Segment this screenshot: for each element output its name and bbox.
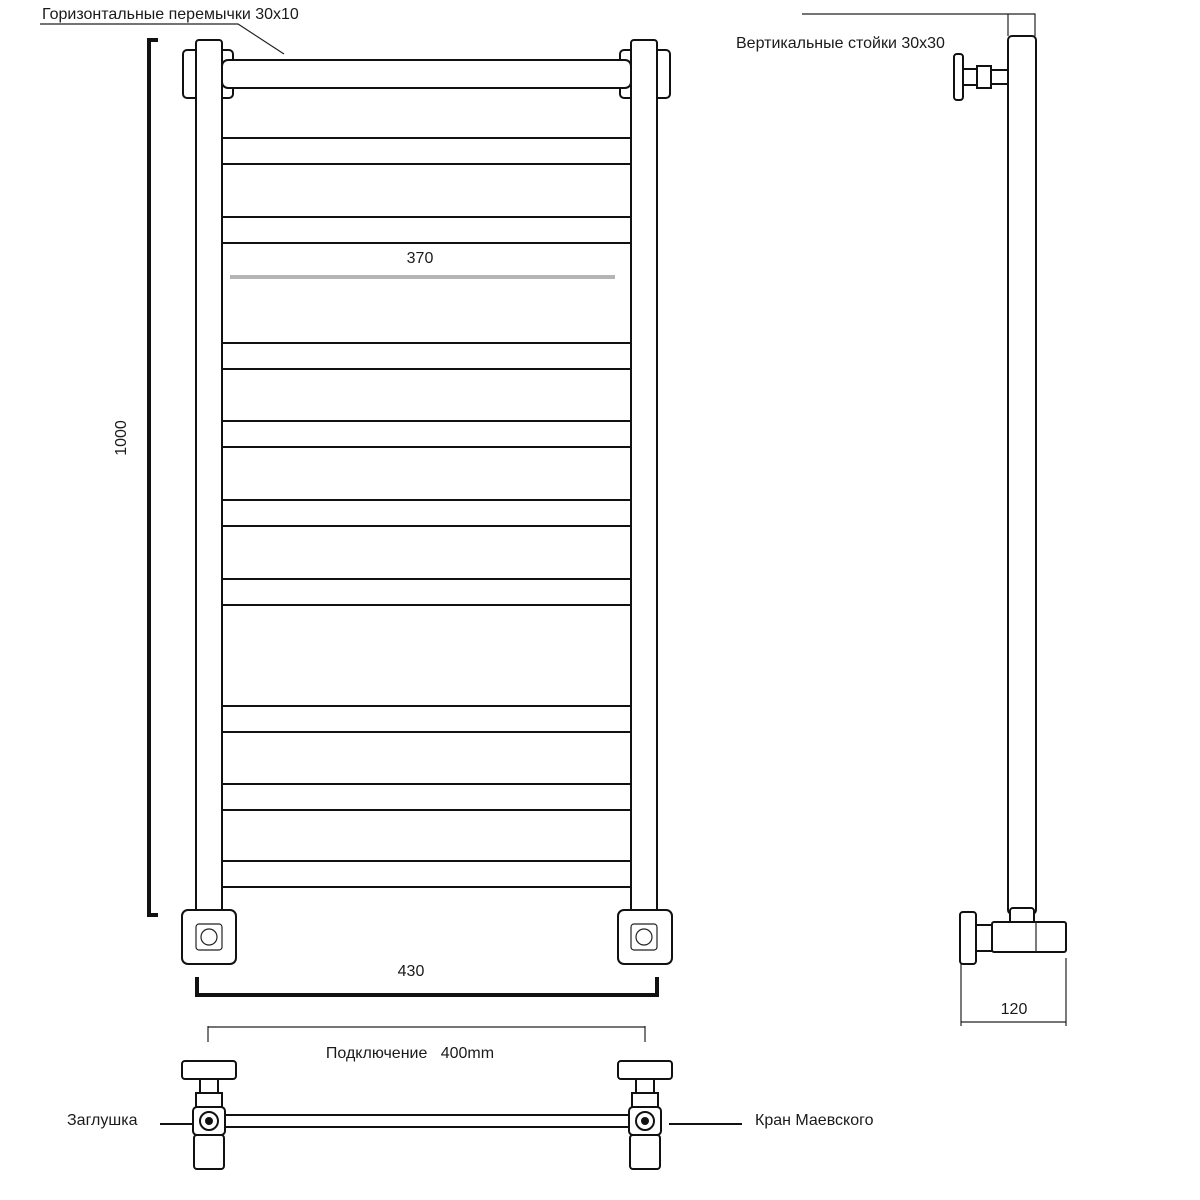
connection-label: Подключение 400mm — [325, 1045, 495, 1062]
width-dimension-bracket — [197, 977, 657, 995]
front-view — [40, 6, 672, 995]
bottom-view — [67, 1026, 874, 1169]
flat-crossbar — [222, 217, 631, 243]
side-view — [736, 14, 1066, 1026]
inner-dimension-label: 370 — [406, 250, 434, 267]
flat-crossbar — [222, 138, 631, 164]
flat-crossbar — [222, 500, 631, 526]
flat-crossbar — [222, 706, 631, 732]
flat-crossbar — [222, 421, 631, 447]
flat-crossbar — [222, 343, 631, 369]
depth-dimension-label: 120 — [1000, 1001, 1028, 1018]
horizontal-bars-label: Горизонтальные перемычки 30x10 — [42, 6, 299, 23]
height-dimension-bracket — [149, 40, 158, 915]
height-dimension-label: 1000 — [113, 420, 130, 456]
valve-label: Кран Маевского — [755, 1112, 874, 1129]
side-bottom-connector — [960, 908, 1066, 964]
bottom-right-connector — [618, 910, 672, 964]
flat-crossbar — [222, 579, 631, 605]
top-round-bar — [222, 60, 631, 88]
flat-crossbar — [222, 784, 631, 810]
bottom-left-connector — [182, 910, 236, 964]
flat-crossbar — [222, 861, 631, 887]
plug-label: Заглушка — [67, 1112, 138, 1129]
width-dimension-label: 430 — [397, 963, 425, 980]
vertical-posts-leader — [802, 14, 1035, 36]
vertical-posts-label: Вертикальные стойки 30x30 — [736, 35, 945, 52]
side-vertical-post — [1008, 36, 1036, 914]
side-top-wall-mount — [954, 54, 1008, 100]
connection-pipe — [222, 1115, 634, 1127]
left-vertical-post — [196, 40, 222, 920]
right-vertical-post — [631, 40, 657, 920]
horizontal-bars-leader — [40, 24, 284, 54]
